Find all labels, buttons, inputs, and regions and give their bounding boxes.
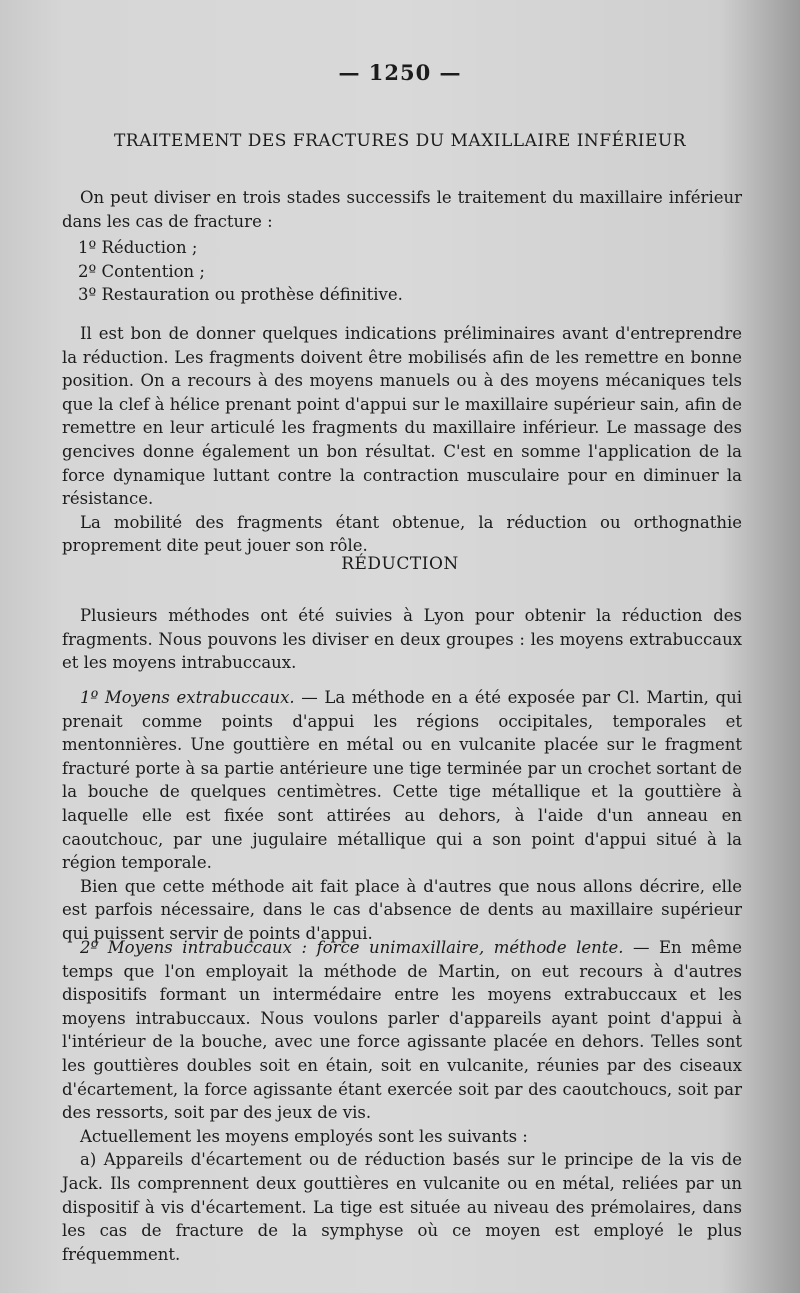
section-title: RÉDUCTION xyxy=(341,554,459,574)
intrabuccal-heading: 2º Moyens intrabuccaux : force unimaxillaire, méthode lente. xyxy=(80,938,624,957)
stage-item: 1º Réduction ; xyxy=(78,238,198,257)
extrabuccal-paragraph-2: Bien que cette méthode ait fait place à d'autres que nous allons décrire, elle est parfois nécessaire, dans le cas d'absence de dents au maxillaire supérieur qui puissent servir de points d'appui. xyxy=(62,876,742,943)
intrabuccal-paragraph-2: Actuellement les moyens employés sont les suivants : xyxy=(80,1126,528,1146)
page-number: — 1250 — xyxy=(338,60,462,85)
intro-block xyxy=(62,186,742,233)
preliminary-paragraph: Il est bon de donner quelques indications préliminaires avant d'entreprendre la réduction. Les fragments doivent être mobilisés afin de les remettre en bonne position. On a recours à des moyens manuels ou à des moyens mécaniques tels que la clef à hélice prenant point d'appui sur le maxillaire supérieur sain, afin de remettre en leur articulé les fragments du maxillaire inférieur. Le massage des gencives donne également un bon résultat. C'est en somme l'application de la force dynamique luttant contre la contraction musculaire pour en diminuer la résistance. xyxy=(62,324,742,509)
reduction-intro-block xyxy=(62,604,742,675)
extrabuccal-paragraph xyxy=(62,686,742,875)
item-a-paragraph: a) Appareils d'écartement ou de réduction basés sur le principe de la vis de Jack. Ils comprennent deux gouttières en vulcanite ou en métal, reliées par un dispositif à vis d'écartement. La tige est située au niveau des prémolaires, dans les cas de fracture de la symphyse où ce moyen est employé le plus fréquemment. xyxy=(62,1150,742,1264)
stage-item: 3º Restauration ou prothèse définitive. xyxy=(78,285,403,305)
reduction-intro-paragraph: Plusieurs méthodes ont été suivies à Lyon pour obtenir la réduction des fragments. Nous pouvons les diviser en deux groupes : les moyens extrabuccaux et les moyens intrabuccaux. xyxy=(62,606,742,673)
chapter-title: TRAITEMENT DES FRACTURES DU MAXILLAIRE INFÉRIEUR xyxy=(113,131,687,151)
intrabuccal-paragraph xyxy=(62,936,742,1125)
intro-paragraph: On peut diviser en trois stades successifs le traitement du maxillaire inférieur dans les cas de fracture : xyxy=(62,188,742,231)
extrabuccal-heading: 1º Moyens extrabuccaux. xyxy=(80,688,295,707)
stage-item: 2º Contention ; xyxy=(78,261,205,281)
intrabuccal-block xyxy=(62,936,742,1266)
intrabuccal-text: — En même temps que l'on employait la méthode de Martin, on eut recours à d'autres dispositifs formant un intermédaire entre les moyens extrabuccaux et les moyens intrabuccaux. Nous voulons parler d'appareils ayant point d'appui à l'intérieur de la bouche, avec une force agissante placée en dehors. Telles sont les gouttières doubles soit en étain, soit en vulcanite, réunies par des ciseaux d'écartement, la force agissante étant exercée soit par des caoutchoucs, soit par des ressorts, soit par des jeux de vis. xyxy=(62,938,742,1123)
preliminary-block xyxy=(62,322,742,558)
extrabuccal-block xyxy=(62,686,742,946)
stages-list xyxy=(78,236,403,307)
preliminary-paragraph: La mobilité des fragments étant obtenue, la réduction ou orthognathie proprement dite peut jouer son rôle. xyxy=(62,512,742,556)
extrabuccal-text: — La méthode en a été exposée par Cl. Martin, qui prenait comme points d'appui les régions occipitales, temporales et mentonnières. Une gouttière en métal ou en vulcanite placée sur le fragment fracturé porte à sa partie antérieure une tige terminée par un crochet sortant de la bouche de quelques centimètres. Cette tige métallique et la gouttière à laquelle elle est fixée sont attirées au dehors, à l'aide d'un anneau en caoutchouc, par une jugulaire métallique qui a son point d'appui situé à la région temporale. xyxy=(62,688,742,873)
